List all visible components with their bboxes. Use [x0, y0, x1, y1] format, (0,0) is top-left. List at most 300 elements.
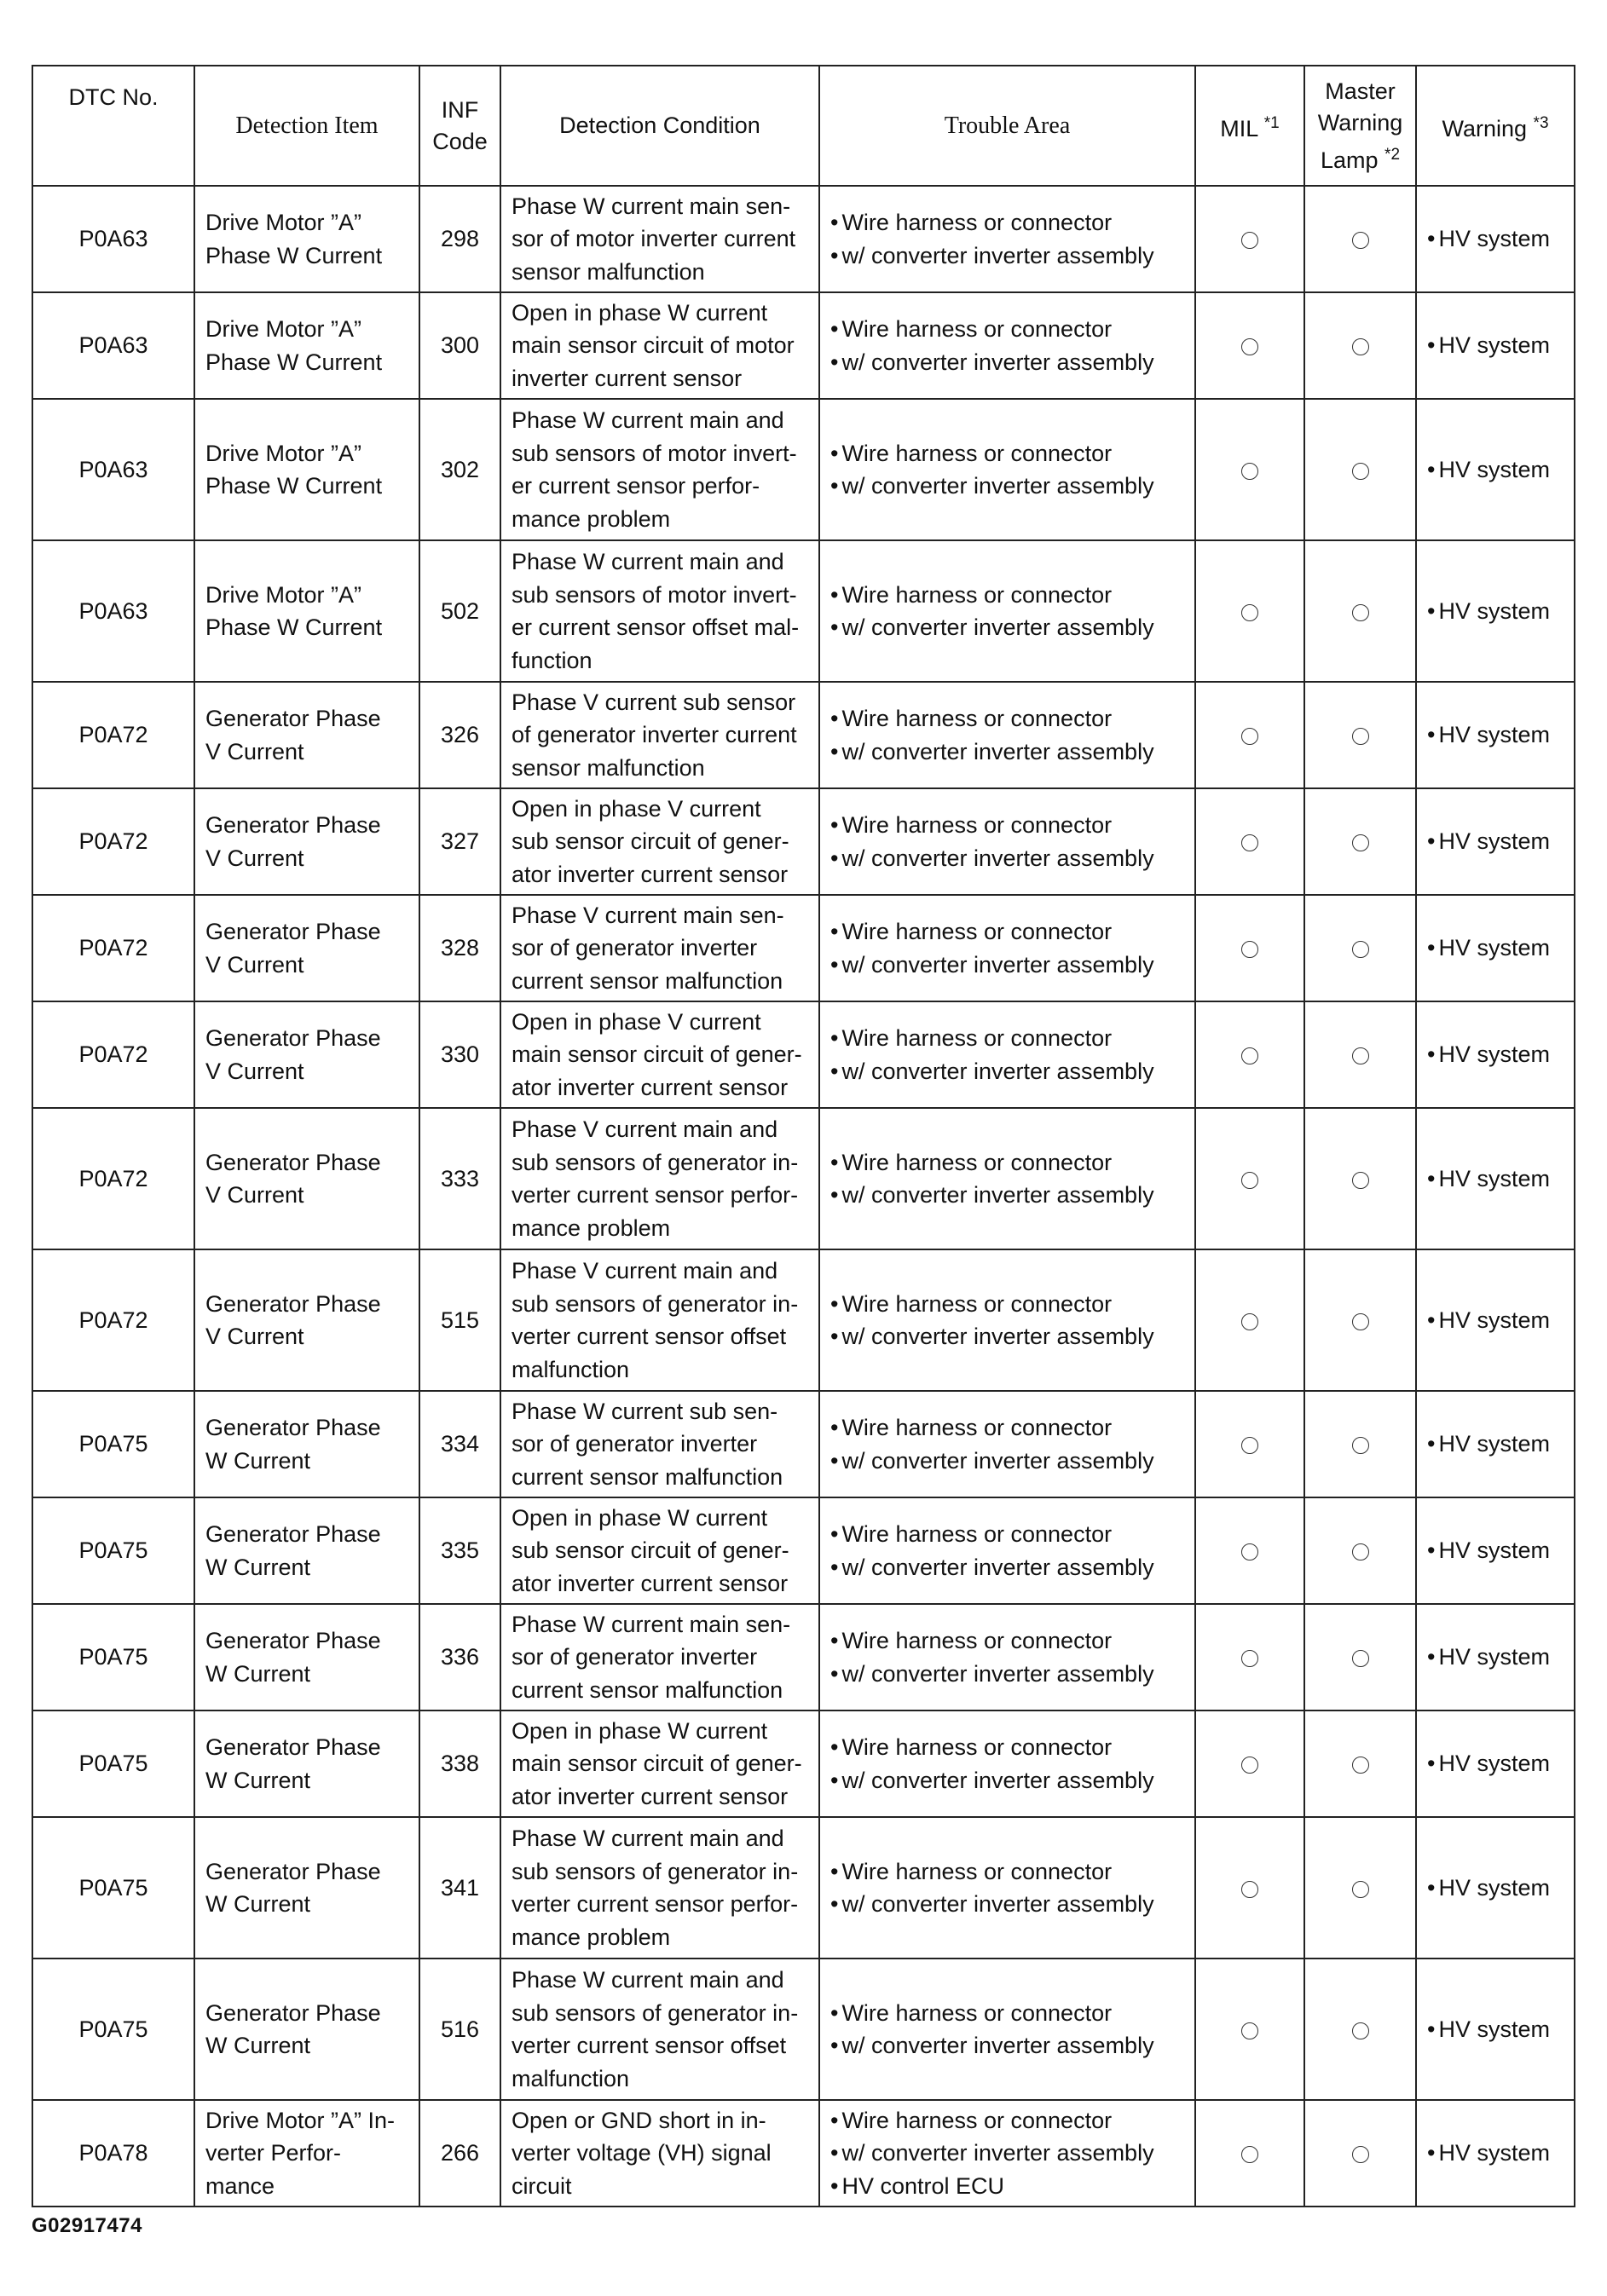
- detection-item-cell: [194, 895, 419, 1001]
- condition-line: sub sensor circuit of gener-: [512, 1537, 789, 1564]
- inf-code-cell: 266: [419, 2100, 500, 2207]
- table-row: [32, 1497, 1575, 1604]
- condition-line: verter current sensor perfor-: [512, 1182, 799, 1208]
- trouble-area-cell: [819, 292, 1195, 399]
- dtc-cell: P0A75: [32, 1959, 194, 2100]
- condition-line: mance problem: [512, 1214, 671, 1241]
- circle-mark-icon: [1352, 463, 1369, 480]
- warning-text: • HV system: [1427, 1534, 1564, 1567]
- detection-condition-cell: [500, 1108, 819, 1249]
- item-line: Phase W Current: [205, 473, 383, 499]
- master-warning-lamp-cell: [1304, 1497, 1416, 1604]
- mil-cell: [1195, 1249, 1304, 1391]
- dtc-cell: P0A72: [32, 788, 194, 895]
- trouble-area-item: • Wire harness or connector: [830, 1022, 1184, 1055]
- mil-cell: [1195, 186, 1304, 292]
- item-line: Phase W Current: [205, 349, 383, 375]
- table-row: [32, 399, 1575, 540]
- condition-line: er current sensor perfor-: [512, 473, 760, 499]
- circle-mark-icon: [1352, 2146, 1369, 2163]
- circle-mark-icon: [1352, 1172, 1369, 1189]
- warning-text: • HV system: [1427, 2137, 1564, 2170]
- circle-mark-icon: [1352, 338, 1369, 355]
- condition-line: Phase W current main sen-: [512, 1611, 791, 1637]
- condition-line: Phase V current main and: [512, 1116, 778, 1142]
- trouble-area-item: • w/ converter inverter assembly: [830, 1445, 1184, 1478]
- item-line: V Current: [205, 1182, 304, 1208]
- condition-line: Phase W current main and: [512, 549, 784, 574]
- trouble-area-cell: [819, 788, 1195, 895]
- dtc-cell: P0A72: [32, 895, 194, 1001]
- circle-mark-icon: [1241, 604, 1258, 621]
- inf-code-cell: 302: [419, 399, 500, 540]
- item-line: Generator Phase: [205, 1290, 381, 1317]
- table-row: [32, 2100, 1575, 2207]
- header-inf-code: INF Code: [419, 66, 500, 186]
- trouble-area-cell: [819, 895, 1195, 1001]
- circle-mark-icon: [1241, 463, 1258, 480]
- header-row: [32, 66, 1575, 186]
- item-line: Drive Motor ”A”: [205, 581, 362, 608]
- condition-line: ator inverter current sensor: [512, 1074, 789, 1100]
- trouble-area-cell: [819, 1604, 1195, 1710]
- mil-cell: [1195, 2100, 1304, 2207]
- trouble-area-cell: [819, 1959, 1195, 2100]
- trouble-area-item: • w/ converter inverter assembly: [830, 736, 1184, 769]
- detection-item-cell: [194, 1391, 419, 1497]
- detection-condition-cell: [500, 1959, 819, 2100]
- mil-cell: [1195, 1108, 1304, 1249]
- inf-code-cell: 502: [419, 540, 500, 682]
- condition-line: verter current sensor offset: [512, 1324, 787, 1349]
- trouble-area-cell: [819, 1391, 1195, 1497]
- mil-cell: [1195, 895, 1304, 1001]
- detection-condition-cell: [500, 682, 819, 788]
- master-warning-lamp-cell: [1304, 1108, 1416, 1249]
- trouble-area-item: • w/ converter inverter assembly: [830, 1764, 1184, 1797]
- dtc-cell: P0A75: [32, 1604, 194, 1710]
- trouble-area-item: • w/ converter inverter assembly: [830, 1320, 1184, 1353]
- condition-line: malfunction: [512, 2065, 630, 2091]
- inf-code-cell: 334: [419, 1391, 500, 1497]
- figure-code: G02917474: [32, 2214, 142, 2237]
- warning-text: • HV system: [1427, 222, 1564, 256]
- trouble-area-item: • w/ converter inverter assembly: [830, 1179, 1184, 1212]
- detection-item-cell: [194, 1604, 419, 1710]
- warning-text: • HV system: [1427, 595, 1564, 628]
- trouble-area-item: • Wire harness or connector: [830, 2104, 1184, 2137]
- warning-text: • HV system: [1427, 825, 1564, 858]
- master-warning-lamp-cell: [1304, 788, 1416, 895]
- trouble-area-item: • HV control ECU: [830, 2170, 1184, 2203]
- dtc-cell: P0A75: [32, 1497, 194, 1604]
- mil-cell: [1195, 1497, 1304, 1604]
- detection-condition-cell: [500, 788, 819, 895]
- circle-mark-icon: [1241, 728, 1258, 745]
- trouble-area-item: • Wire harness or connector: [830, 1624, 1184, 1658]
- dtc-cell: P0A72: [32, 682, 194, 788]
- circle-mark-icon: [1352, 1437, 1369, 1454]
- warning-text: • HV system: [1427, 932, 1564, 965]
- trouble-area-item: • w/ converter inverter assembly: [830, 2029, 1184, 2062]
- warning-text: • HV system: [1427, 1872, 1564, 1905]
- item-line: Generator Phase: [205, 1628, 381, 1653]
- item-line: Generator Phase: [205, 706, 381, 731]
- table-row: [32, 292, 1575, 399]
- table-row: [32, 682, 1575, 788]
- table-row: [32, 1604, 1575, 1710]
- item-line: mance: [205, 2172, 275, 2199]
- detection-condition-cell: [500, 292, 819, 399]
- condition-line: sor of generator inverter: [512, 1644, 758, 1670]
- table-row: [32, 1108, 1575, 1249]
- circle-mark-icon: [1241, 1437, 1258, 1454]
- item-line: Generator Phase: [205, 812, 381, 838]
- condition-line: Open in phase W current: [512, 1717, 768, 1744]
- condition-line: sor of generator inverter: [512, 935, 758, 961]
- condition-line: function: [512, 647, 593, 673]
- warning-text: • HV system: [1427, 1641, 1564, 1674]
- trouble-area-cell: [819, 1249, 1195, 1391]
- master-warning-lamp-cell: [1304, 540, 1416, 682]
- detection-item-cell: [194, 1108, 419, 1249]
- dtc-cell: P0A72: [32, 1249, 194, 1391]
- trouble-area-item: • w/ converter inverter assembly: [830, 611, 1184, 644]
- table-row: [32, 1391, 1575, 1497]
- inf-code-cell: 327: [419, 788, 500, 895]
- item-line: W Current: [205, 1447, 311, 1474]
- warning-cell: [1416, 788, 1575, 895]
- condition-line: mance problem: [512, 505, 671, 532]
- warning-cell: [1416, 682, 1575, 788]
- trouble-area-item: • Wire harness or connector: [830, 1411, 1184, 1445]
- item-line: Generator Phase: [205, 1149, 381, 1175]
- master-warning-lamp-cell: [1304, 399, 1416, 540]
- trouble-area-item: • Wire harness or connector: [830, 809, 1184, 842]
- master-warning-lamp-cell: [1304, 1001, 1416, 1108]
- item-line: Phase W Current: [205, 242, 383, 268]
- condition-line: ator inverter current sensor: [512, 1783, 789, 1809]
- circle-mark-icon: [1352, 728, 1369, 745]
- condition-line: Phase W current main and: [512, 407, 784, 433]
- circle-mark-icon: [1241, 1650, 1258, 1667]
- item-line: Drive Motor ”A” In-: [205, 2107, 396, 2133]
- inf-code-cell: 335: [419, 1497, 500, 1604]
- warning-cell: [1416, 1391, 1575, 1497]
- item-line: V Current: [205, 1324, 304, 1349]
- trouble-area-cell: [819, 186, 1195, 292]
- circle-mark-icon: [1352, 1543, 1369, 1560]
- trouble-area-item: • w/ converter inverter assembly: [830, 842, 1184, 875]
- inf-code-cell: 516: [419, 1959, 500, 2100]
- detection-condition-cell: [500, 895, 819, 1001]
- item-line: Phase W Current: [205, 614, 383, 640]
- inf-code-cell: 333: [419, 1108, 500, 1249]
- warning-text: • HV system: [1427, 2013, 1564, 2046]
- mil-cell: [1195, 399, 1304, 540]
- mil-cell: [1195, 540, 1304, 682]
- circle-mark-icon: [1241, 1172, 1258, 1189]
- item-line: W Current: [205, 1767, 311, 1793]
- warning-text: • HV system: [1427, 718, 1564, 752]
- circle-mark-icon: [1241, 834, 1258, 851]
- detection-condition-cell: [500, 540, 819, 682]
- condition-line: sor of generator inverter: [512, 1431, 758, 1457]
- condition-line: sub sensor circuit of gener-: [512, 828, 789, 855]
- table-row: [32, 186, 1575, 292]
- trouble-area-item: • Wire harness or connector: [830, 1731, 1184, 1764]
- item-line: W Current: [205, 1891, 311, 1917]
- trouble-area-cell: [819, 1817, 1195, 1959]
- master-warning-lamp-cell: [1304, 1710, 1416, 1817]
- trouble-area-item: • w/ converter inverter assembly: [830, 1055, 1184, 1088]
- condition-line: Phase W current main sen-: [512, 193, 791, 219]
- circle-mark-icon: [1241, 1313, 1258, 1330]
- table-row: [32, 540, 1575, 682]
- master-warning-lamp-cell: [1304, 1391, 1416, 1497]
- warning-cell: [1416, 1497, 1575, 1604]
- trouble-area-cell: [819, 1710, 1195, 1817]
- trouble-area-item: • w/ converter inverter assembly: [830, 1888, 1184, 1921]
- inf-code-cell: 336: [419, 1604, 500, 1710]
- master-warning-lamp-cell: [1304, 292, 1416, 399]
- item-line: Generator Phase: [205, 1858, 381, 1884]
- trouble-area-item: • Wire harness or connector: [830, 579, 1184, 612]
- item-line: W Current: [205, 1554, 311, 1580]
- item-line: Drive Motor ”A”: [205, 440, 362, 466]
- condition-line: Open in phase W current: [512, 299, 768, 326]
- trouble-area-item: • Wire harness or connector: [830, 915, 1184, 949]
- item-line: V Current: [205, 951, 304, 978]
- trouble-area-item: • w/ converter inverter assembly: [830, 1551, 1184, 1584]
- table-row: [32, 895, 1575, 1001]
- detection-item-cell: [194, 1001, 419, 1108]
- condition-line: verter current sensor offset: [512, 2033, 787, 2058]
- detection-item-cell: [194, 292, 419, 399]
- detection-item-cell: [194, 399, 419, 540]
- circle-mark-icon: [1352, 1047, 1369, 1064]
- condition-line: of generator inverter current: [512, 722, 797, 748]
- warning-text: • HV system: [1427, 1304, 1564, 1337]
- dtc-cell: P0A75: [32, 1817, 194, 1959]
- detection-item-cell: [194, 1710, 419, 1817]
- condition-line: Open in phase V current: [512, 1008, 761, 1035]
- trouble-area-item: • w/ converter inverter assembly: [830, 239, 1184, 273]
- warning-text: • HV system: [1427, 1428, 1564, 1461]
- dtc-cell: P0A63: [32, 292, 194, 399]
- table-row: [32, 1959, 1575, 2100]
- trouble-area-item: • Wire harness or connector: [830, 437, 1184, 470]
- master-warning-lamp-cell: [1304, 186, 1416, 292]
- inf-code-cell: 341: [419, 1817, 500, 1959]
- warning-cell: [1416, 1817, 1575, 1959]
- circle-mark-icon: [1241, 2146, 1258, 2163]
- master-warning-lamp-cell: [1304, 1604, 1416, 1710]
- trouble-area-cell: [819, 399, 1195, 540]
- condition-line: sub sensors of generator in-: [512, 1858, 799, 1884]
- inf-code-cell: 328: [419, 895, 500, 1001]
- master-warning-lamp-cell: [1304, 2100, 1416, 2207]
- warning-cell: [1416, 1108, 1575, 1249]
- condition-line: sub sensors of motor invert-: [512, 440, 797, 466]
- mil-cell: [1195, 1817, 1304, 1959]
- condition-line: circuit: [512, 2172, 572, 2199]
- condition-line: mance problem: [512, 1924, 671, 1950]
- master-warning-lamp-cell: [1304, 1249, 1416, 1391]
- trouble-area-cell: [819, 1108, 1195, 1249]
- condition-line: Phase V current main sen-: [512, 902, 784, 928]
- detection-condition-cell: [500, 186, 819, 292]
- dtc-cell: P0A78: [32, 2100, 194, 2207]
- header-master-warning-lamp: Master Warning Lamp $^{*2}$: [1304, 66, 1416, 186]
- condition-line: Open or GND short in in-: [512, 2107, 766, 2133]
- warning-text: • HV system: [1427, 453, 1564, 487]
- item-line: Generator Phase: [205, 919, 381, 944]
- detection-condition-cell: [500, 1001, 819, 1108]
- header-mil: MIL $^{*1}$: [1195, 66, 1304, 186]
- inf-code-cell: 338: [419, 1710, 500, 1817]
- condition-line: ator inverter current sensor: [512, 1570, 789, 1596]
- detection-condition-cell: [500, 1497, 819, 1604]
- condition-line: sub sensors of generator in-: [512, 1999, 799, 2026]
- circle-mark-icon: [1241, 232, 1258, 249]
- circle-mark-icon: [1352, 1650, 1369, 1667]
- circle-mark-icon: [1241, 2022, 1258, 2039]
- dtc-cell: P0A72: [32, 1108, 194, 1249]
- detection-condition-cell: [500, 1604, 819, 1710]
- trouble-area-item: • Wire harness or connector: [830, 206, 1184, 239]
- mil-cell: [1195, 1710, 1304, 1817]
- condition-line: sor of motor inverter current: [512, 226, 796, 252]
- detection-condition-cell: [500, 2100, 819, 2207]
- item-line: V Current: [205, 845, 304, 871]
- detection-item-cell: [194, 788, 419, 895]
- dtc-table: [32, 65, 1575, 2207]
- condition-line: main sensor circuit of gener-: [512, 1041, 802, 1068]
- warning-text: • HV system: [1427, 1162, 1564, 1196]
- warning-cell: [1416, 1959, 1575, 2100]
- circle-mark-icon: [1352, 834, 1369, 851]
- warning-cell: [1416, 1249, 1575, 1391]
- trouble-area-item: • Wire harness or connector: [830, 313, 1184, 346]
- trouble-area-item: • Wire harness or connector: [830, 702, 1184, 736]
- dtc-cell: P0A75: [32, 1391, 194, 1497]
- item-line: W Current: [205, 1660, 311, 1687]
- warning-cell: [1416, 399, 1575, 540]
- trouble-area-cell: [819, 1497, 1195, 1604]
- condition-line: current sensor malfunction: [512, 1676, 783, 1703]
- warning-text: • HV system: [1427, 329, 1564, 362]
- condition-line: inverter current sensor: [512, 365, 743, 391]
- warning-cell: [1416, 1604, 1575, 1710]
- circle-mark-icon: [1241, 338, 1258, 355]
- circle-mark-icon: [1352, 2022, 1369, 2039]
- detection-item-cell: [194, 1249, 419, 1391]
- trouble-area-item: • Wire harness or connector: [830, 1518, 1184, 1551]
- detection-condition-cell: [500, 399, 819, 540]
- inf-code-cell: 330: [419, 1001, 500, 1108]
- inf-code-cell: 326: [419, 682, 500, 788]
- header-detection-item: Detection Item: [194, 66, 419, 186]
- trouble-area-cell: [819, 1001, 1195, 1108]
- warning-text: • HV system: [1427, 1038, 1564, 1071]
- condition-line: sensor malfunction: [512, 258, 705, 285]
- dtc-cell: P0A75: [32, 1710, 194, 1817]
- mil-cell: [1195, 788, 1304, 895]
- warning-cell: [1416, 292, 1575, 399]
- detection-item-cell: [194, 1959, 419, 2100]
- item-line: Generator Phase: [205, 1415, 381, 1440]
- item-line: W Current: [205, 2033, 311, 2058]
- item-line: Generator Phase: [205, 1521, 381, 1547]
- item-line: verter Perfor-: [205, 2140, 342, 2166]
- condition-line: ator inverter current sensor: [512, 861, 789, 887]
- trouble-area-item: • w/ converter inverter assembly: [830, 470, 1184, 503]
- detection-item-cell: [194, 2100, 419, 2207]
- dtc-cell: P0A63: [32, 399, 194, 540]
- item-line: Generator Phase: [205, 1734, 381, 1760]
- table-row: [32, 1001, 1575, 1108]
- detection-item-cell: [194, 540, 419, 682]
- condition-line: malfunction: [512, 1356, 630, 1382]
- detection-item-cell: [194, 1497, 419, 1604]
- warning-cell: [1416, 186, 1575, 292]
- trouble-area-item: • Wire harness or connector: [830, 1146, 1184, 1180]
- circle-mark-icon: [1241, 1881, 1258, 1898]
- condition-line: verter current sensor perfor-: [512, 1891, 799, 1917]
- trouble-area-item: • w/ converter inverter assembly: [830, 949, 1184, 982]
- detection-condition-cell: [500, 1391, 819, 1497]
- condition-line: Phase W current main and: [512, 1826, 784, 1851]
- dtc-cell: P0A63: [32, 540, 194, 682]
- dtc-cell: P0A63: [32, 186, 194, 292]
- warning-cell: [1416, 1001, 1575, 1108]
- circle-mark-icon: [1352, 1757, 1369, 1774]
- condition-line: sub sensors of generator in-: [512, 1290, 799, 1317]
- condition-line: sub sensors of generator in-: [512, 1149, 799, 1175]
- dtc-cell: P0A72: [32, 1001, 194, 1108]
- condition-line: main sensor circuit of motor: [512, 332, 795, 359]
- condition-line: current sensor malfunction: [512, 967, 783, 994]
- header-warning: Warning $^{*3}$: [1416, 66, 1575, 186]
- trouble-area-item: • Wire harness or connector: [830, 1997, 1184, 2030]
- circle-mark-icon: [1241, 941, 1258, 958]
- condition-line: Phase V current main and: [512, 1258, 778, 1284]
- condition-line: sub sensors of motor invert-: [512, 581, 797, 608]
- detection-condition-cell: [500, 1249, 819, 1391]
- trouble-area-item: • Wire harness or connector: [830, 1288, 1184, 1321]
- warning-cell: [1416, 895, 1575, 1001]
- mil-cell: [1195, 292, 1304, 399]
- inf-code-cell: 300: [419, 292, 500, 399]
- condition-line: Open in phase V current: [512, 795, 761, 822]
- circle-mark-icon: [1352, 1313, 1369, 1330]
- condition-line: Phase W current main and: [512, 1967, 784, 1993]
- circle-mark-icon: [1352, 941, 1369, 958]
- warning-cell: [1416, 1710, 1575, 1817]
- trouble-area-item: • w/ converter inverter assembly: [830, 2137, 1184, 2170]
- table-row: [32, 1817, 1575, 1959]
- condition-line: current sensor malfunction: [512, 1463, 783, 1490]
- warning-cell: [1416, 540, 1575, 682]
- master-warning-lamp-cell: [1304, 1817, 1416, 1959]
- trouble-area-cell: [819, 2100, 1195, 2207]
- condition-line: Phase W current sub sen-: [512, 1398, 778, 1424]
- item-line: V Current: [205, 738, 304, 764]
- circle-mark-icon: [1241, 1543, 1258, 1560]
- mil-cell: [1195, 1604, 1304, 1710]
- condition-line: Open in phase W current: [512, 1504, 768, 1531]
